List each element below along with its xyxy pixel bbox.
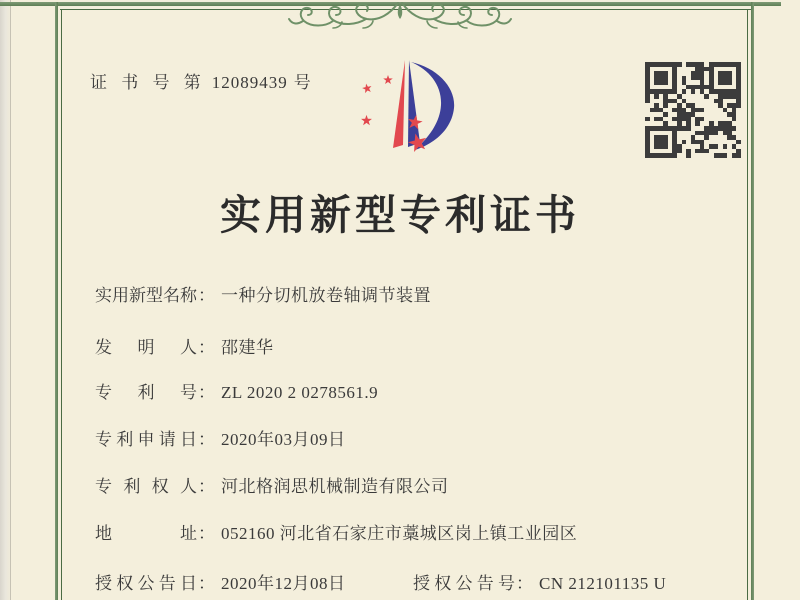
- scroll-flourish-icon: [287, 1, 513, 29]
- certificate-number-suffix: 号: [293, 73, 312, 92]
- field-value: 2020年03月09日: [221, 430, 346, 449]
- field-label: 实用新型名称: [95, 286, 197, 305]
- grant-number-group: [413, 573, 666, 595]
- colon: ：: [198, 286, 215, 305]
- field-row-inventor: [95, 337, 274, 359]
- field-label: 专利号: [95, 383, 197, 402]
- field-value: 河北格润思机械制造有限公司: [221, 477, 449, 496]
- field-label: 专利权人: [95, 477, 197, 496]
- field-row-filing-date: [95, 429, 346, 451]
- grant-number-value: CN 212101135 U: [539, 574, 667, 593]
- colon: ：: [198, 574, 215, 593]
- field-label: 地址: [95, 524, 197, 543]
- colon: ：: [198, 524, 215, 543]
- qr-code: [645, 62, 741, 158]
- field-row-patent-number: [95, 382, 378, 404]
- field-value: 一种分切机放卷轴调节装置: [221, 286, 431, 305]
- colon: ：: [198, 383, 215, 402]
- border-right-thick-line: [751, 2, 754, 600]
- border-left-thin-line: [61, 9, 62, 600]
- field-label: 发明人: [95, 338, 197, 357]
- field-row-utility-model-name: [95, 285, 431, 307]
- certificate-number-prefix: 证 书 号 第: [90, 73, 206, 92]
- scan-page-edge: [0, 0, 11, 600]
- field-row-address: [95, 523, 577, 545]
- grant-number-label: 授权公告号: [413, 574, 515, 593]
- colon: ：: [198, 338, 215, 357]
- certificate-number-line: [90, 68, 312, 93]
- field-row-patentee: [95, 476, 449, 498]
- colon: ：: [198, 477, 215, 496]
- field-value: 052160 河北省石家庄市藁城区岗上镇工业园区: [221, 524, 578, 543]
- field-value: 邵建华: [221, 338, 274, 357]
- colon: ：: [516, 574, 533, 593]
- certificate-title: 实用新型专利证书: [220, 192, 580, 238]
- grant-date-label: 授权公告日: [95, 574, 197, 593]
- border-left-thick-line: [55, 2, 58, 600]
- cnipa-patent-logo-icon: [338, 56, 468, 178]
- field-value: ZL 2020 2 0278561.9: [221, 383, 379, 402]
- certificate-number: 12089439: [211, 73, 288, 92]
- grant-row: [95, 573, 667, 595]
- grant-date-value: 2020年12月08日: [221, 574, 346, 593]
- field-label: 专利申请日: [95, 430, 197, 449]
- colon: ：: [198, 430, 215, 449]
- border-right-thin-line: [747, 9, 748, 600]
